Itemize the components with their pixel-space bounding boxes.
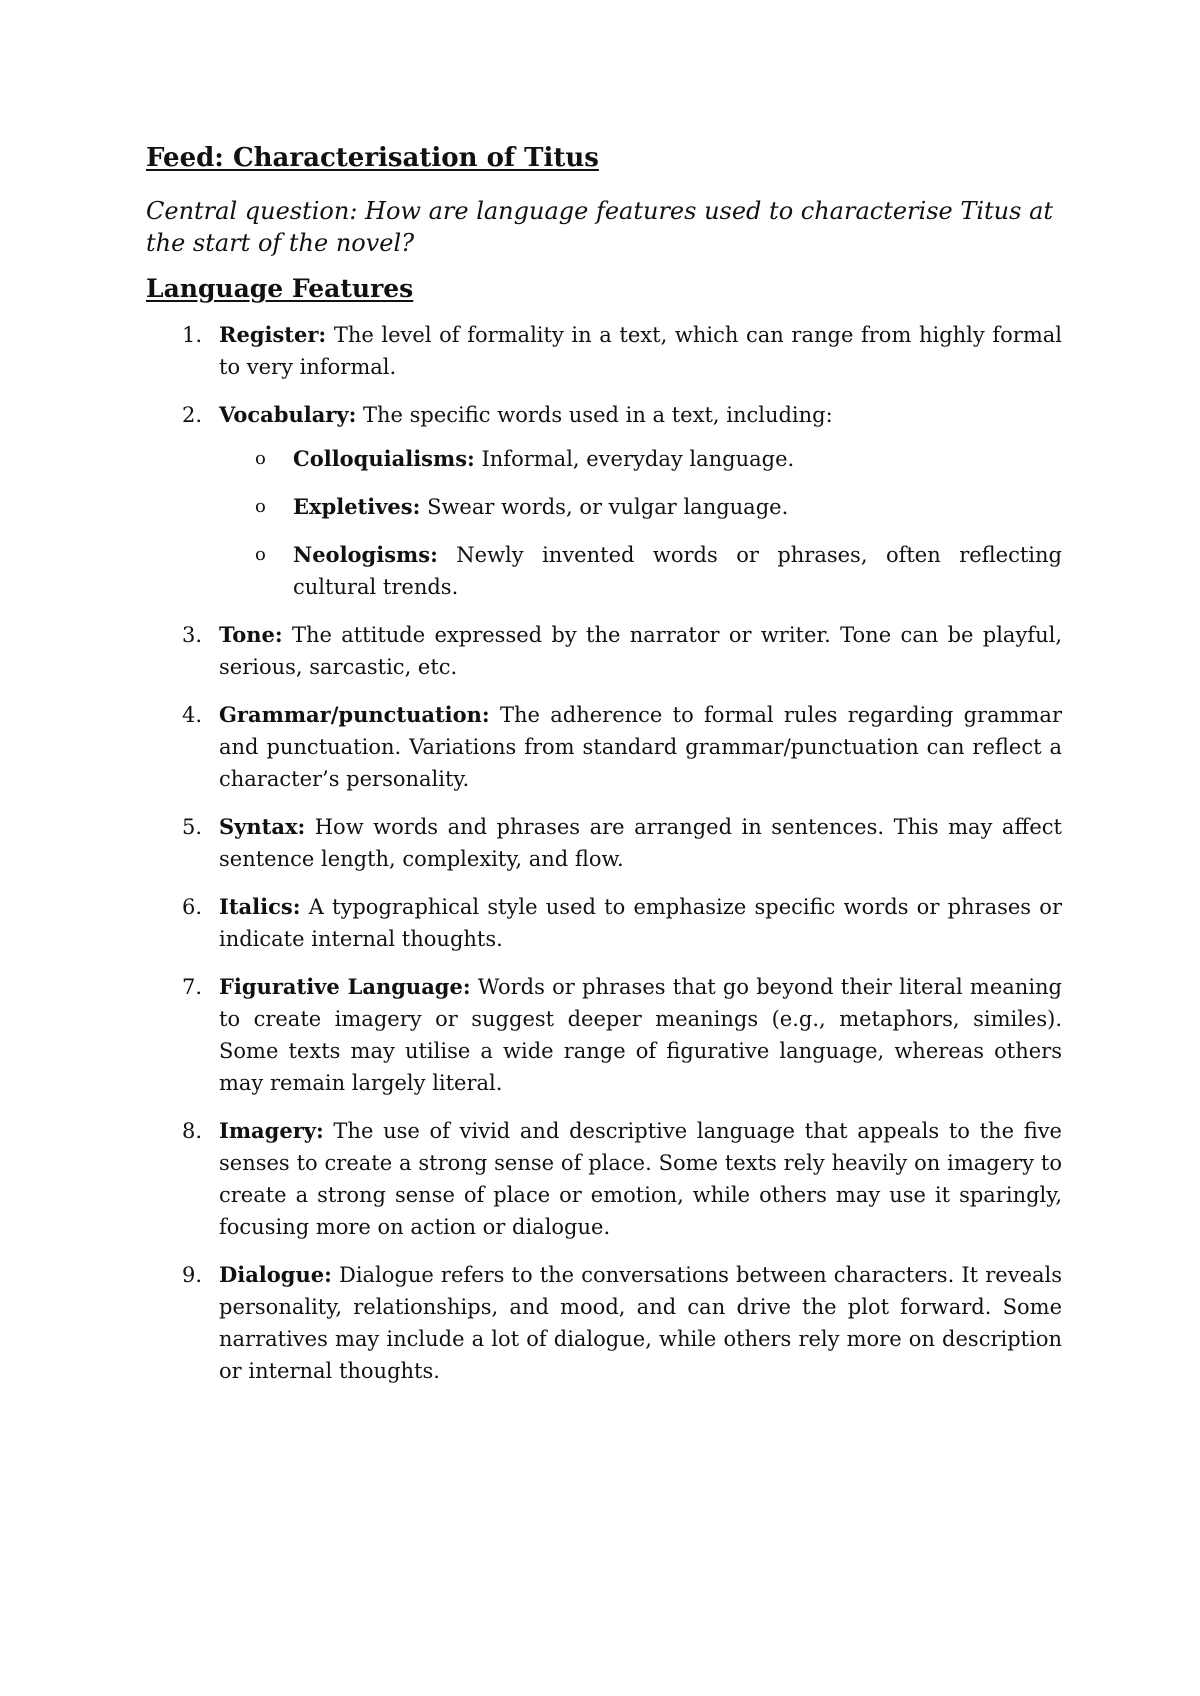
feature-term: Figurative Language: (219, 973, 471, 999)
feature-item-dialogue (146, 1259, 1062, 1387)
feature-description: Words or phrases that go beyond their literal meaning to create imagery or suggest deeper meanings (e.g., metaphors, similes). Some texts may utilise a wide range of figurative language, whereas others may remain largely literal. (219, 974, 1063, 1095)
feature-item-tone (146, 619, 1062, 683)
feature-term: Syntax: (219, 813, 306, 839)
feature-number: 1. (182, 322, 203, 347)
central-question: Central question: How are language features used to characterise Titus at the start of the novel? (146, 196, 1054, 257)
circle-bullet-icon: o (255, 543, 266, 565)
subitem-neologisms (219, 539, 1062, 603)
subitem-term: Colloquialisms: (293, 445, 475, 471)
feature-term: Imagery: (219, 1117, 324, 1143)
feature-description: How words and phrases are arranged in sentences. This may affect sentence length, complexity, and flow. (219, 814, 1062, 871)
subitem-description: Swear words, or vulgar language. (427, 494, 789, 519)
vocabulary-sublist (219, 443, 1062, 603)
document-title: Feed: Characterisation of Titus (146, 143, 599, 173)
feature-item-imagery (146, 1115, 1062, 1243)
feature-term: Italics: (219, 893, 301, 919)
feature-item-register (146, 319, 1062, 383)
feature-number: 9. (182, 1262, 203, 1287)
feature-number: 3. (182, 622, 203, 647)
feature-description: The adherence to formal rules regarding grammar and punctuation. Variations from standard grammar/punctuation can reflect a character’s personality. (219, 702, 1062, 791)
document-content (146, 142, 1062, 1403)
feature-number: 7. (182, 974, 203, 999)
feature-term: Register: (219, 321, 327, 347)
circle-bullet-icon: o (255, 495, 266, 517)
feature-number: 6. (182, 894, 203, 919)
feature-description: The attitude expressed by the narrator or writer. Tone can be playful, serious, sarcastic, etc. (219, 622, 1062, 679)
feature-number: 8. (182, 1118, 203, 1143)
feature-term: Grammar/punctuation: (219, 701, 490, 727)
feature-number: 2. (182, 402, 203, 427)
feature-description: The level of formality in a text, which can range from highly formal to very informal. (219, 322, 1062, 379)
circle-bullet-icon: o (255, 447, 266, 469)
feature-number: 4. (182, 702, 203, 727)
subitem-description: Newly invented words or phrases, often reflecting cultural trends. (293, 542, 1062, 599)
feature-term: Vocabulary: (219, 401, 357, 427)
feature-number: 5. (182, 814, 203, 839)
feature-description: Dialogue refers to the conversations between characters. It reveals personality, relationships, and mood, and can drive the plot forward. Some narratives may include a lot of dialogue, while others rely more on description or internal thoughts. (219, 1262, 1062, 1383)
feature-description: A typographical style used to emphasize specific words or phrases or indicate internal thoughts. (219, 894, 1062, 951)
subitem-term: Expletives: (293, 493, 421, 519)
language-features-list (146, 319, 1062, 1387)
feature-description: The specific words used in a text, including: (363, 402, 833, 427)
subitem-term: Neologisms: (293, 541, 438, 567)
subitem-colloquialisms (219, 443, 1062, 475)
feature-item-syntax (146, 811, 1062, 875)
section-heading-language-features: Language Features (146, 274, 414, 304)
feature-item-italics (146, 891, 1062, 955)
feature-item-vocabulary (146, 399, 1062, 603)
feature-item-figurative-language (146, 971, 1062, 1099)
subitem-expletives (219, 491, 1062, 523)
subitem-description: Informal, everyday language. (481, 446, 795, 471)
feature-item-grammar-punctuation (146, 699, 1062, 795)
feature-term: Tone: (219, 621, 283, 647)
feature-term: Dialogue: (219, 1261, 332, 1287)
feature-description: The use of vivid and descriptive language that appeals to the five senses to create a strong sense of place. Some texts rely heavily on imagery to create a strong sense of place or emotion, while others may use it sparingly, focusing more on action or dialogue. (219, 1118, 1062, 1239)
